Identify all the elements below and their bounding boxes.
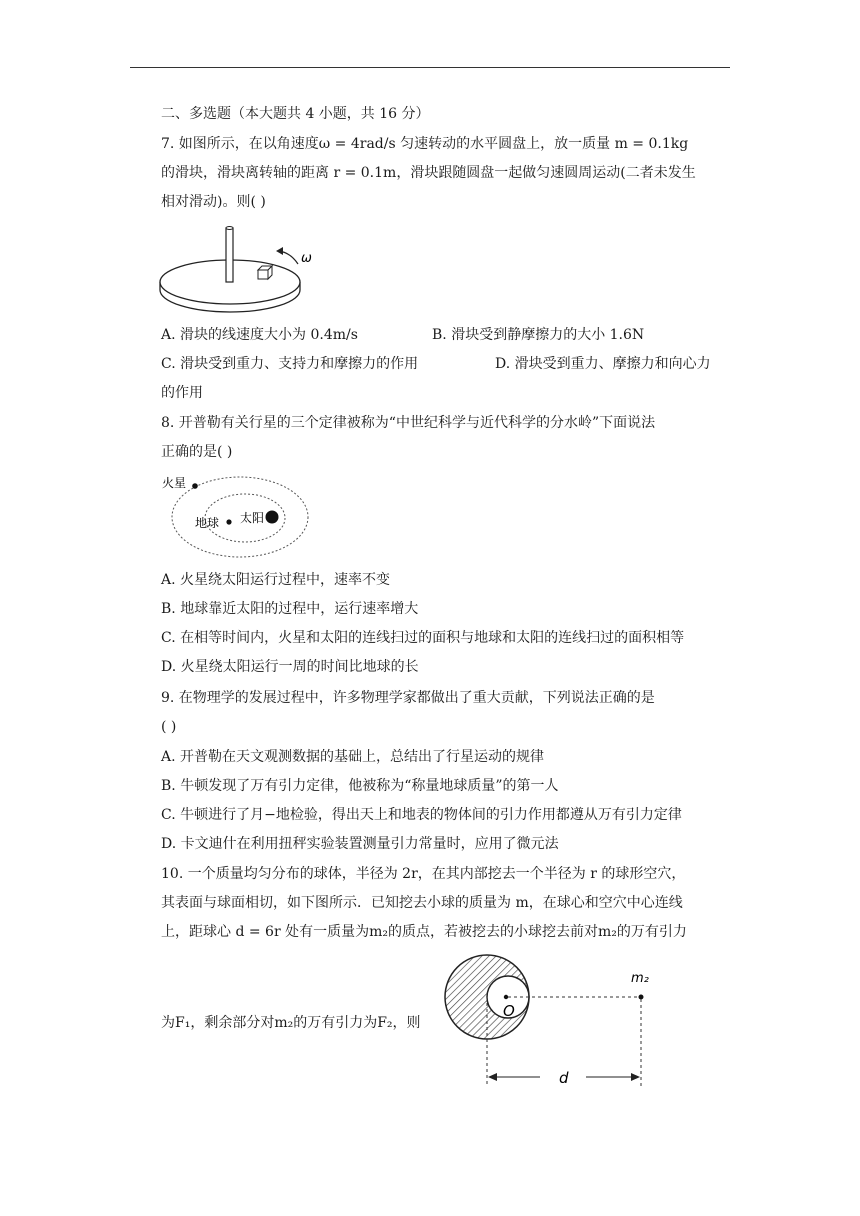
center-dot	[504, 995, 508, 999]
slider-block	[258, 266, 272, 279]
q9-stem-line2: ( )	[161, 719, 177, 735]
q7-option-d: D. 滑块受到重力、摩擦力和向心力	[495, 356, 711, 372]
q9-option-b: B. 牛顿发现了万有引力定律，他被称为“称量地球质量”的第一人	[161, 778, 559, 794]
mars-dot	[192, 483, 198, 489]
q10-sphere-figure	[440, 955, 670, 1095]
section-title: 二、多选题（本大题共 4 小题，共 16 分）	[161, 106, 430, 122]
q10-stem-line3: 上，距球心 d = 6r 处有一质量为m₂的质点，若被挖去的小球挖去前对m₂的万有引力	[161, 924, 687, 940]
q9-stem-line1: 9. 在物理学的发展过程中，许多物理学家都做出了重大贡献，下列说法正确的是	[161, 690, 655, 706]
sun	[266, 511, 279, 524]
m2-label: m₂	[631, 971, 649, 986]
header-rule	[130, 67, 730, 68]
mars-label: 火星	[162, 476, 187, 490]
omega-label: ω	[301, 251, 312, 266]
q8-option-d: D. 火星绕太阳运行一周的时间比地球的长	[161, 659, 419, 675]
center-o-label: O	[503, 1002, 515, 1020]
q7-option-a: A. 滑块的线速度大小为 0.4m/s	[161, 327, 358, 343]
q8-option-c: C. 在相等时间内，火星和太阳的连线扫过的面积与地球和太阳的连线扫过的面积相等	[161, 630, 685, 646]
q10-stem-line4: 为F₁，剩余部分对m₂的万有引力为F₂，则	[161, 1015, 421, 1031]
q7-stem-line1: 7. 如图所示，在以角速度ω = 4rad/s 匀速转动的水平圆盘上，放一质量 m = 0.1kg	[161, 136, 689, 152]
distance-d-label: d	[559, 1069, 569, 1087]
q7-turntable-figure	[158, 224, 318, 316]
q7-stem-line2: 的滑块，滑块离转轴的距离 r = 0.1m，滑块跟随圆盘一起做匀速圆周运动(二者未发生	[161, 165, 696, 181]
q9-option-a: A. 开普勒在天文观测数据的基础上，总结出了行星运动的规律	[161, 749, 545, 765]
q10-stem-line2: 其表面与球面相切，如下图所示．已知挖去小球的质量为 m，在球心和空穴中心连线	[161, 895, 683, 911]
q10-stem-line1: 10. 一个质量均匀分布的球体，半径为 2r，在其内部挖去一个半径为 r 的球形空穴，	[161, 866, 686, 882]
q7-option-c: C. 滑块受到重力、支持力和摩擦力的作用	[161, 356, 419, 372]
q8-option-b: B. 地球靠近太阳的过程中，运行速率增大	[161, 601, 419, 617]
m2-dot	[639, 995, 644, 1000]
earth-label: 地球	[195, 516, 220, 530]
q9-option-c: C. 牛顿进行了月−地检验，得出天上和地表的物体间的引力作用都遵从万有引力定律	[161, 807, 682, 823]
q8-option-a: A. 火星绕太阳运行过程中，速率不变	[161, 572, 391, 588]
sun-label: 太阳	[240, 511, 265, 525]
q7-stem-line3: 相对滑动)。则( )	[161, 194, 266, 210]
q9-option-d: D. 卡文迪什在利用扭秤实验装置测量引力常量时，应用了微元法	[161, 836, 559, 852]
q8-stem-line2: 正确的是( )	[161, 444, 233, 460]
q7-option-b: B. 滑块受到静摩擦力的大小 1.6N	[432, 327, 645, 343]
q8-stem-line1: 8. 开普勒有关行星的三个定律被称为“中世纪科学与近代科学的分水岭”下面说法	[161, 415, 656, 431]
earth-dot	[226, 519, 231, 524]
q7-option-d-continued: 的作用	[161, 385, 203, 401]
q8-orbit-figure	[160, 470, 310, 562]
